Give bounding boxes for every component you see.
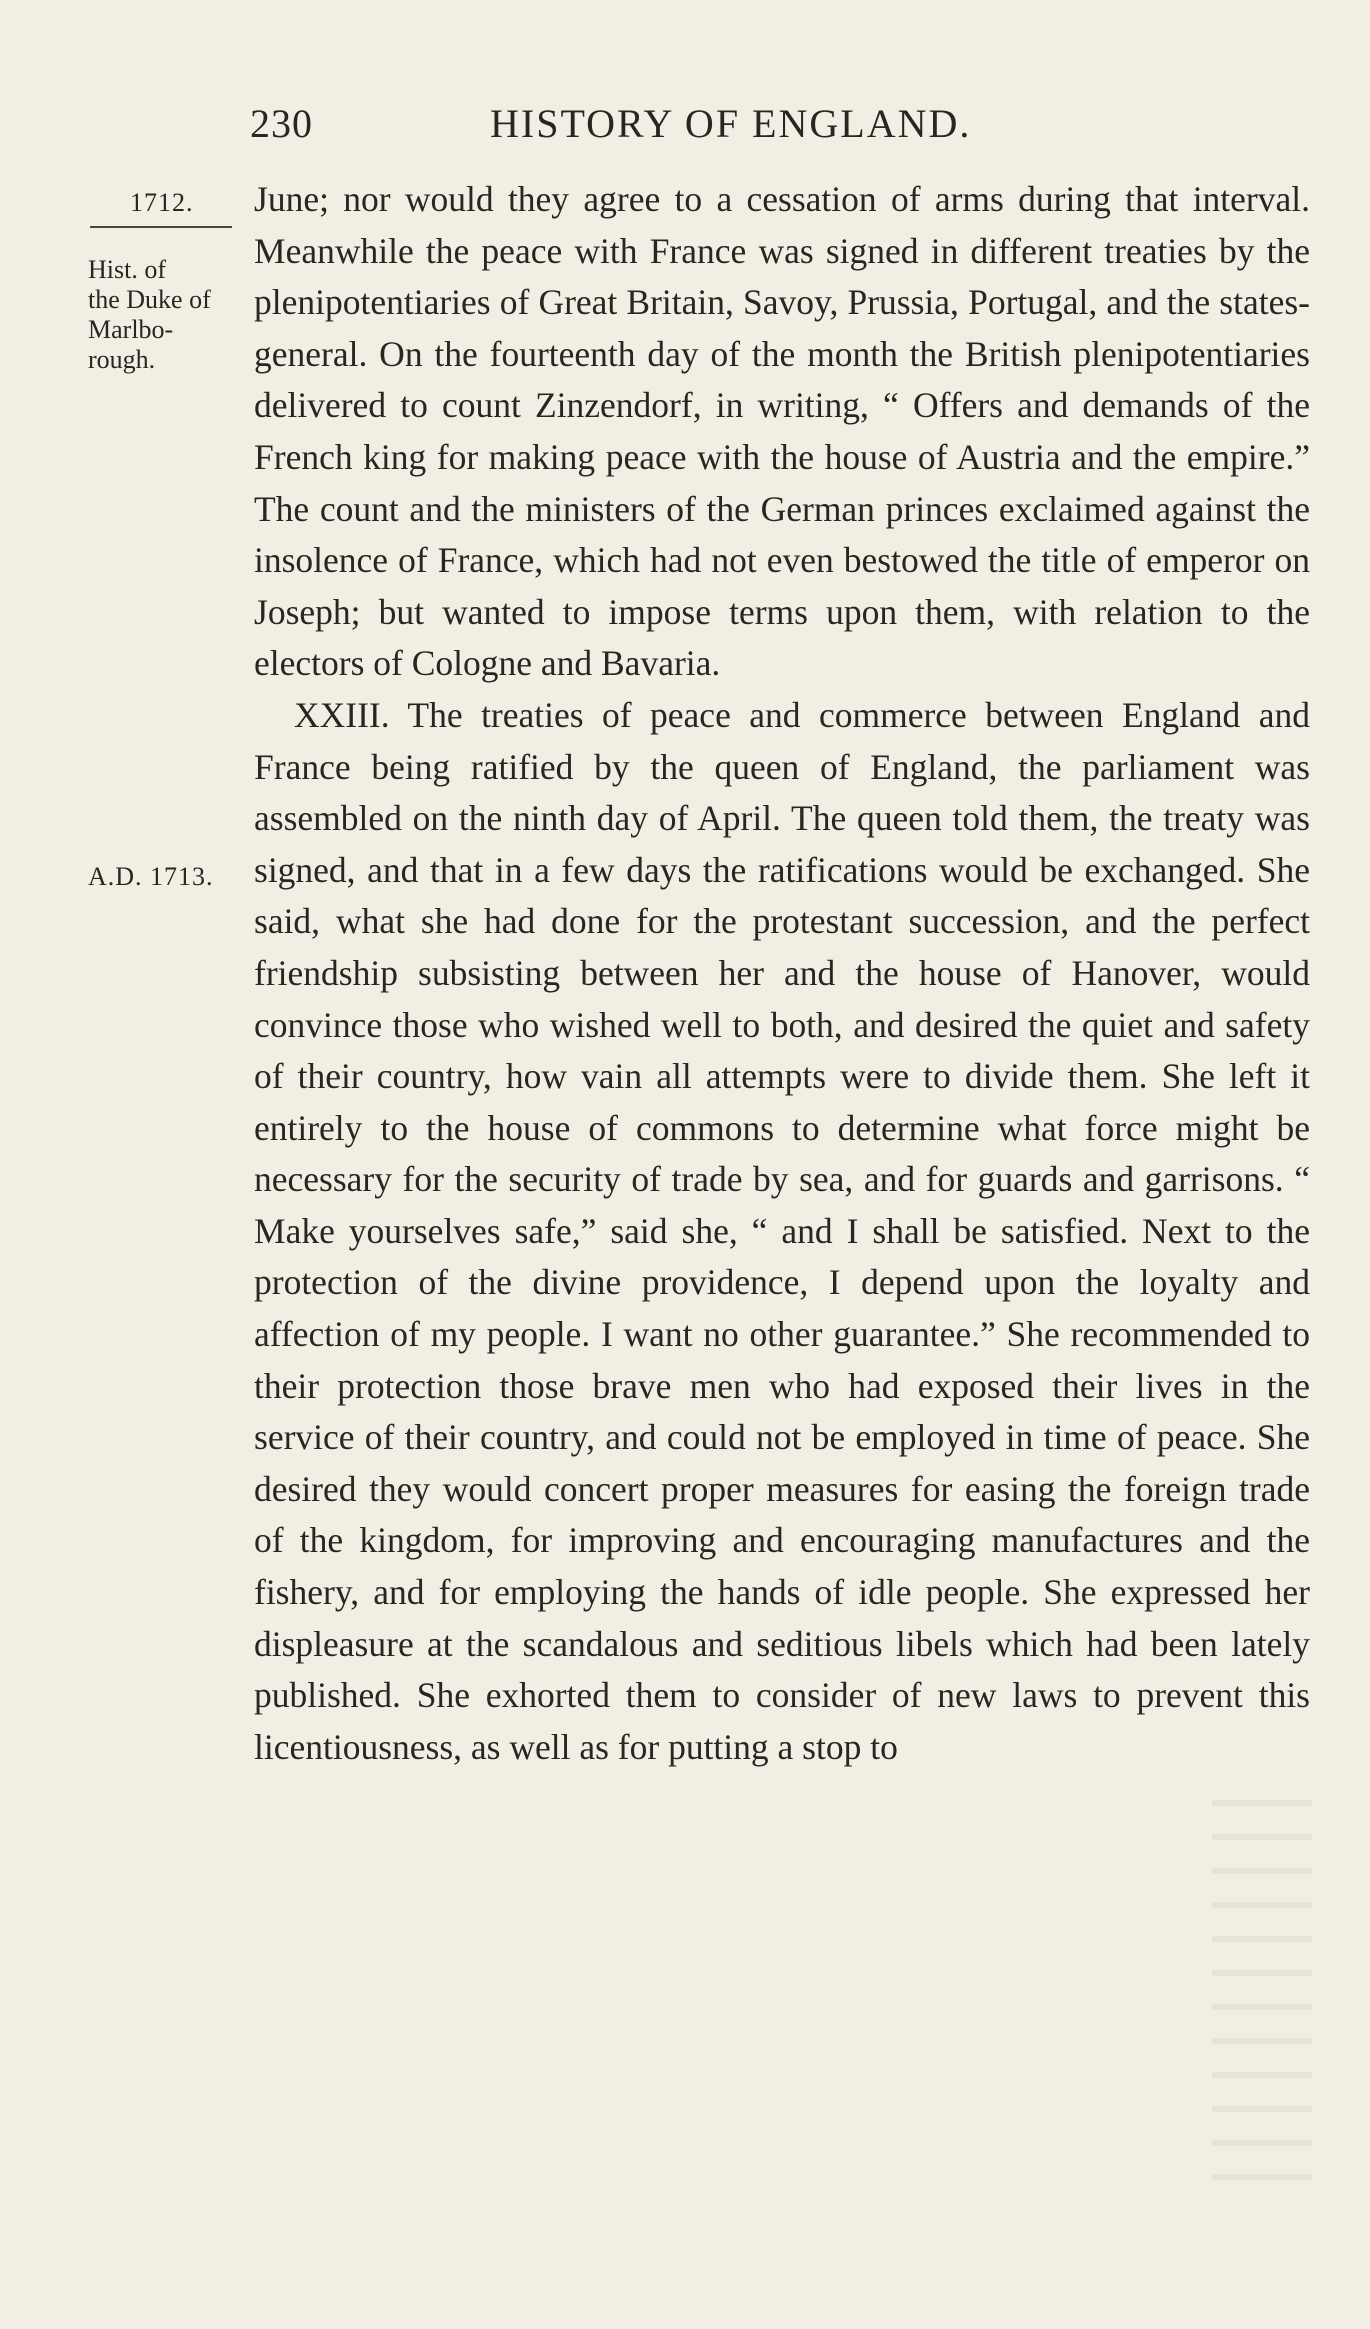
margin-source-line: Marlbo- <box>88 315 174 344</box>
running-title: HISTORY OF ENGLAND. <box>490 101 972 146</box>
margin-year-1712: 1712. <box>130 188 194 217</box>
margin-source-line: Hist. of <box>88 255 166 284</box>
page-header <box>250 100 1310 160</box>
show-through-marks <box>1212 1800 1312 2180</box>
paragraph: June; nor would they agree to a cessation of arms during that interval. Meanwhile the peace with France was signed in different treaties by the plenipotentiaries of Great Britain, Savoy, Prussia, Portugal, and the states-general. On the fourteenth day of the month the British plenipotentiaries delivered to count Zinzendorf, in writing, “ Offers and demands of the French king for making peace with the house of Austria and the empire.” The count and the ministers of the German princes exclaimed against the insolence of France, which had not even bestowed the title of emperor on Joseph; but wanted to impose terms upon them, with relation to the electors of Cologne and Bavaria. <box>254 179 1310 684</box>
margin-source-note <box>88 255 248 375</box>
page-number: 230 <box>250 101 313 146</box>
margin-year-1713: A.D. 1713. <box>88 862 214 891</box>
body-text <box>254 174 1310 1773</box>
paragraph: XXIII. The treaties of peace and commerce between England and France being ratified by the queen of England, the parliament was assembled on the ninth day of April. The queen told them, the treaty was signed, and that in a few days the ratifications would be exchanged. She said, what she had done for the protestant succession, and the perfect friendship subsisting between her and the house of Hanover, would convince those who wished well to both, and desired the quiet and safety of their country, how vain all attempts were to divide them. She left it entirely to the house of commons to determine what force might be necessary for the security of trade by sea, and for guards and garrisons. “ Make yourselves safe,” said she, “ and I shall be satisfied. Next to the protection of the divine providence, I depend upon the loyalty and affection of my people. I want no other guarantee.” She recommended to their protection those brave men who had exposed their lives in the service of their country, and could not be employed in time of peace. She desired they would concert proper measures for easing the foreign trade of the kingdom, for improving and encouraging manufactures and the fishery, and for employing the hands of idle people. She expressed her displeasure at the scandalous and seditious libels which had been lately published. She exhorted them to consider of new laws to prevent this licentiousness, as well as for putting a stop to <box>254 694 1310 1767</box>
margin-source-line: the Duke of <box>88 285 211 314</box>
margin-rule <box>90 226 232 228</box>
margin-source-line: rough. <box>88 345 156 374</box>
